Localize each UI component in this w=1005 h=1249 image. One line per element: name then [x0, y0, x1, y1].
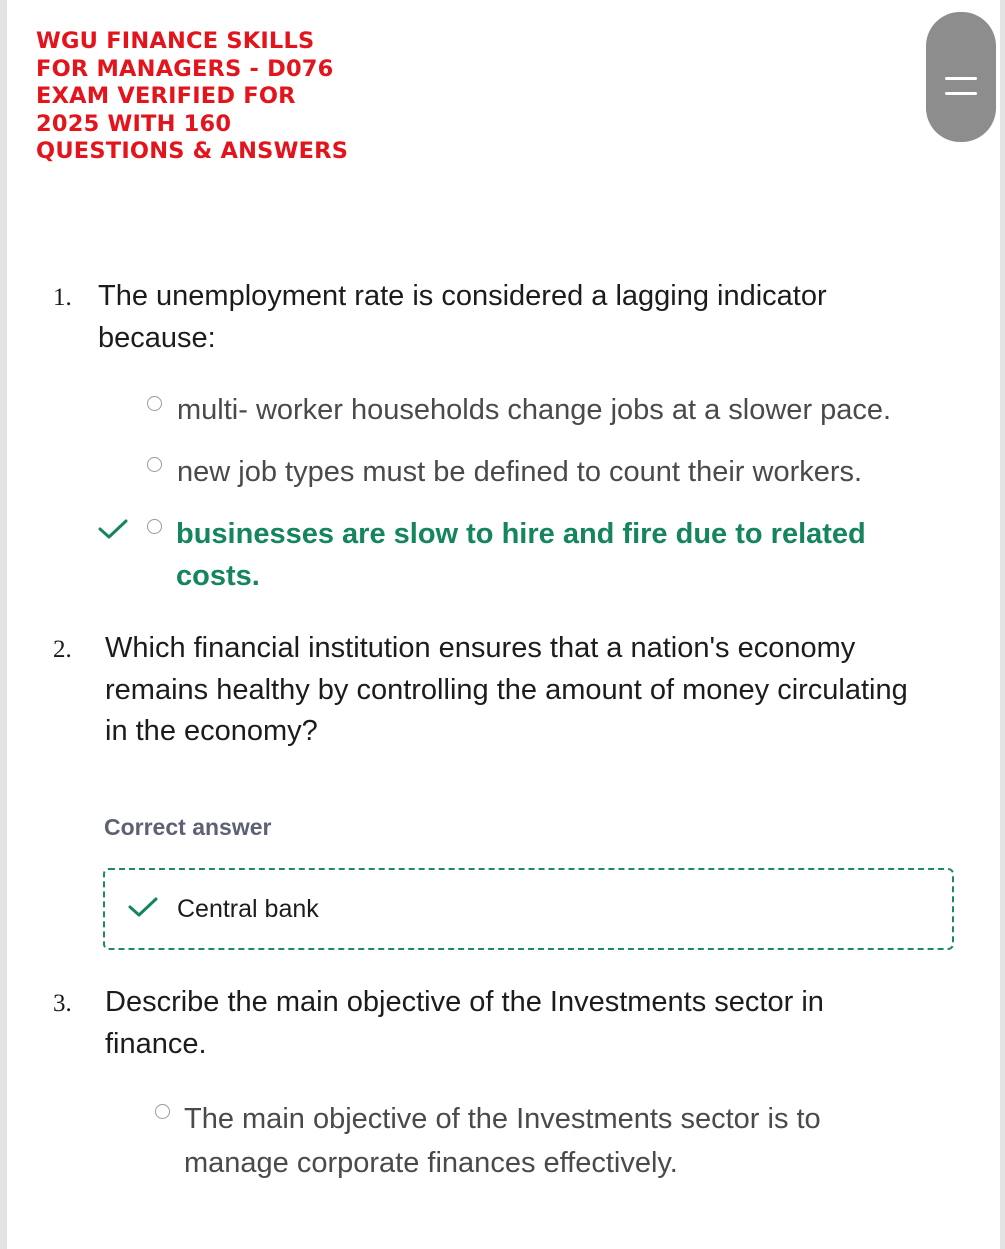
correct-answer-label: Correct answer	[104, 814, 272, 840]
checkmark-icon	[128, 896, 158, 918]
question-number: 1.	[53, 284, 72, 311]
correct-answer-text: Central bank	[177, 895, 319, 923]
right-page-border	[1000, 0, 1005, 1249]
answer-option[interactable]: The main objective of the Investments sector is to manage corporate finances effectively.	[184, 1103, 821, 1179]
menu-button[interactable]	[926, 12, 996, 142]
option-radio[interactable]	[147, 519, 162, 534]
question-text: The unemployment rate is considered a lagging indicator because:	[98, 280, 827, 354]
question-number: 3.	[53, 990, 72, 1017]
question-text: Describe the main objective of the Investments sector in finance.	[105, 986, 824, 1060]
option-radio[interactable]	[155, 1104, 170, 1119]
document-title: WGU FINANCE SKILLS FOR MANAGERS - D076 EXAM VERIFIED FOR 2025 WITH 160 QUESTIONS & ANSWERS	[36, 28, 349, 165]
correct-answer-box	[103, 868, 954, 950]
option-radio[interactable]	[147, 396, 162, 411]
option-radio[interactable]	[147, 457, 162, 472]
left-page-border	[0, 0, 7, 1249]
answer-option[interactable]: multi- worker households change jobs at a slower pace.	[177, 394, 892, 426]
question-number: 2.	[53, 636, 72, 663]
correct-answer-option[interactable]: businesses are slow to hire and fire due to related costs.	[176, 518, 866, 592]
question-text: Which financial institution ensures that a nation's economy remains healthy by controlling the amount of money circulating in the economy?	[105, 632, 908, 747]
answer-option[interactable]: new job types must be defined to count their workers.	[177, 456, 863, 488]
checkmark-icon	[98, 518, 128, 540]
